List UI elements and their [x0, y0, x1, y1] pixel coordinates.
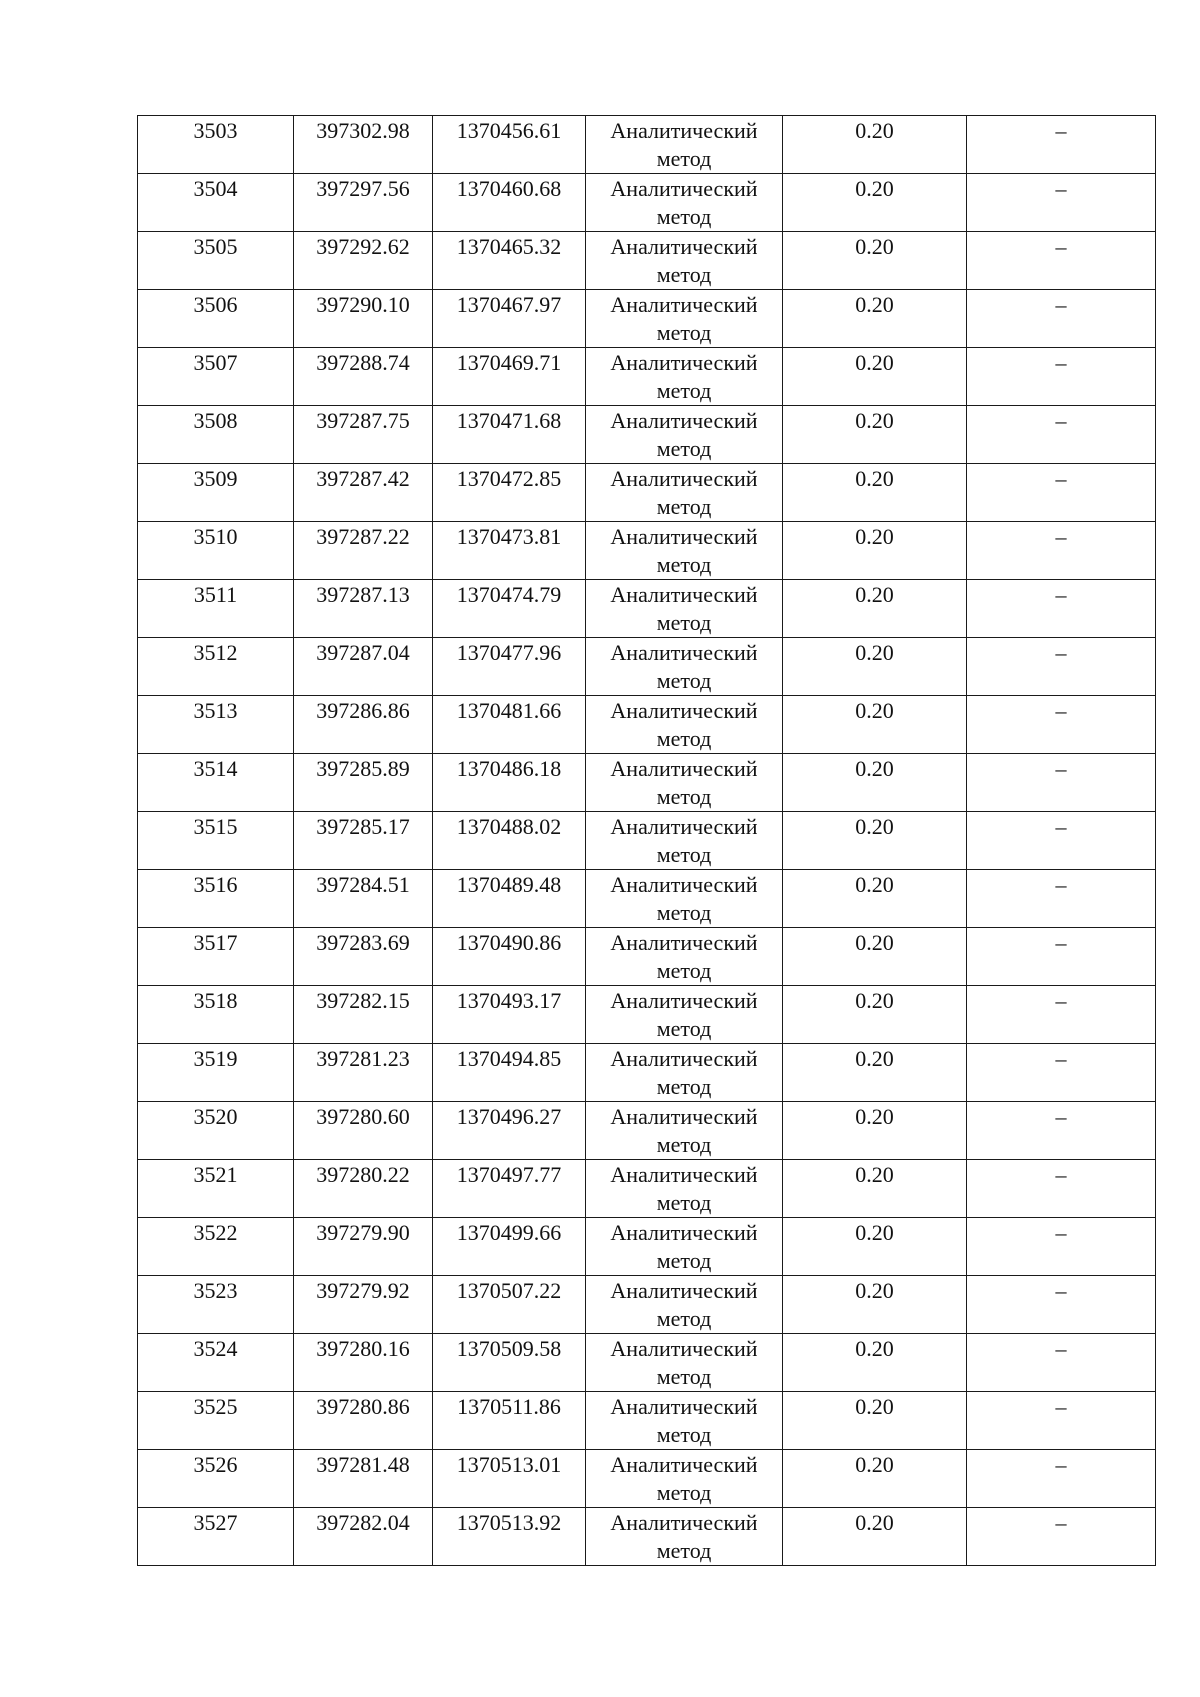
method-cell: Аналитический метод	[586, 638, 783, 696]
method-cell: Аналитический метод	[586, 580, 783, 638]
note-cell: –	[967, 1508, 1156, 1566]
method-cell: Аналитический метод	[586, 522, 783, 580]
accuracy-cell: 0.20	[783, 1508, 967, 1566]
table-row	[138, 1218, 1156, 1276]
method-cell: Аналитический метод	[586, 1450, 783, 1508]
note-cell: –	[967, 464, 1156, 522]
note-cell: –	[967, 638, 1156, 696]
coordinate-x-cell: 397290.10	[294, 290, 433, 348]
point-number-cell: 3520	[138, 1102, 294, 1160]
point-number-cell: 3513	[138, 696, 294, 754]
point-number-cell: 3522	[138, 1218, 294, 1276]
coordinate-x-cell: 397302.98	[294, 116, 433, 174]
point-number-cell: 3504	[138, 174, 294, 232]
point-number-cell: 3518	[138, 986, 294, 1044]
note-cell: –	[967, 580, 1156, 638]
table-row	[138, 116, 1156, 174]
note-cell: –	[967, 1276, 1156, 1334]
point-number-cell: 3512	[138, 638, 294, 696]
coordinate-x-cell: 397280.60	[294, 1102, 433, 1160]
coordinate-x-cell: 397297.56	[294, 174, 433, 232]
coordinate-y-cell: 1370499.66	[433, 1218, 586, 1276]
point-number-cell: 3514	[138, 754, 294, 812]
coordinate-x-cell: 397288.74	[294, 348, 433, 406]
coordinate-x-cell: 397285.17	[294, 812, 433, 870]
table-row	[138, 1392, 1156, 1450]
coordinate-x-cell: 397280.86	[294, 1392, 433, 1450]
coordinate-y-cell: 1370493.17	[433, 986, 586, 1044]
table-row	[138, 290, 1156, 348]
coordinate-y-cell: 1370497.77	[433, 1160, 586, 1218]
accuracy-cell: 0.20	[783, 1334, 967, 1392]
table-row	[138, 986, 1156, 1044]
coordinates-table	[137, 115, 1156, 1566]
coordinate-x-cell: 397292.62	[294, 232, 433, 290]
method-cell: Аналитический метод	[586, 812, 783, 870]
table-row	[138, 1276, 1156, 1334]
coordinate-y-cell: 1370486.18	[433, 754, 586, 812]
coordinate-x-cell: 397287.42	[294, 464, 433, 522]
table-row	[138, 638, 1156, 696]
method-cell: Аналитический метод	[586, 986, 783, 1044]
accuracy-cell: 0.20	[783, 638, 967, 696]
coordinate-x-cell: 397283.69	[294, 928, 433, 986]
accuracy-cell: 0.20	[783, 986, 967, 1044]
accuracy-cell: 0.20	[783, 928, 967, 986]
point-number-cell: 3507	[138, 348, 294, 406]
coordinate-x-cell: 397279.92	[294, 1276, 433, 1334]
point-number-cell: 3525	[138, 1392, 294, 1450]
accuracy-cell: 0.20	[783, 1276, 967, 1334]
note-cell: –	[967, 1450, 1156, 1508]
note-cell: –	[967, 406, 1156, 464]
note-cell: –	[967, 928, 1156, 986]
point-number-cell: 3509	[138, 464, 294, 522]
method-cell: Аналитический метод	[586, 290, 783, 348]
accuracy-cell: 0.20	[783, 1450, 967, 1508]
point-number-cell: 3523	[138, 1276, 294, 1334]
point-number-cell: 3505	[138, 232, 294, 290]
table-row	[138, 1044, 1156, 1102]
method-cell: Аналитический метод	[586, 464, 783, 522]
accuracy-cell: 0.20	[783, 754, 967, 812]
coordinate-x-cell: 397285.89	[294, 754, 433, 812]
method-cell: Аналитический метод	[586, 1276, 783, 1334]
coordinates-table-body	[138, 116, 1156, 1566]
note-cell: –	[967, 348, 1156, 406]
table-row	[138, 1160, 1156, 1218]
method-cell: Аналитический метод	[586, 1218, 783, 1276]
accuracy-cell: 0.20	[783, 1218, 967, 1276]
accuracy-cell: 0.20	[783, 1044, 967, 1102]
note-cell: –	[967, 1102, 1156, 1160]
coordinate-y-cell: 1370481.66	[433, 696, 586, 754]
method-cell: Аналитический метод	[586, 174, 783, 232]
coordinate-y-cell: 1370469.71	[433, 348, 586, 406]
table-row	[138, 812, 1156, 870]
note-cell: –	[967, 232, 1156, 290]
coordinate-x-cell: 397280.22	[294, 1160, 433, 1218]
table-row	[138, 348, 1156, 406]
accuracy-cell: 0.20	[783, 580, 967, 638]
note-cell: –	[967, 1160, 1156, 1218]
accuracy-cell: 0.20	[783, 696, 967, 754]
point-number-cell: 3526	[138, 1450, 294, 1508]
method-cell: Аналитический метод	[586, 1102, 783, 1160]
coordinate-x-cell: 397282.04	[294, 1508, 433, 1566]
point-number-cell: 3506	[138, 290, 294, 348]
coordinate-y-cell: 1370490.86	[433, 928, 586, 986]
coordinate-x-cell: 397281.23	[294, 1044, 433, 1102]
coordinate-y-cell: 1370456.61	[433, 116, 586, 174]
coordinate-y-cell: 1370489.48	[433, 870, 586, 928]
coordinate-x-cell: 397287.04	[294, 638, 433, 696]
accuracy-cell: 0.20	[783, 116, 967, 174]
table-row	[138, 1508, 1156, 1566]
table-row	[138, 1450, 1156, 1508]
note-cell: –	[967, 522, 1156, 580]
method-cell: Аналитический метод	[586, 1334, 783, 1392]
method-cell: Аналитический метод	[586, 1392, 783, 1450]
accuracy-cell: 0.20	[783, 348, 967, 406]
method-cell: Аналитический метод	[586, 1508, 783, 1566]
coordinate-y-cell: 1370477.96	[433, 638, 586, 696]
method-cell: Аналитический метод	[586, 348, 783, 406]
table-row	[138, 1102, 1156, 1160]
method-cell: Аналитический метод	[586, 116, 783, 174]
method-cell: Аналитический метод	[586, 754, 783, 812]
coordinate-y-cell: 1370471.68	[433, 406, 586, 464]
coordinate-y-cell: 1370509.58	[433, 1334, 586, 1392]
table-row	[138, 928, 1156, 986]
method-cell: Аналитический метод	[586, 870, 783, 928]
note-cell: –	[967, 696, 1156, 754]
table-row	[138, 232, 1156, 290]
table-row	[138, 464, 1156, 522]
note-cell: –	[967, 986, 1156, 1044]
table-row	[138, 754, 1156, 812]
point-number-cell: 3515	[138, 812, 294, 870]
note-cell: –	[967, 870, 1156, 928]
coordinate-y-cell: 1370513.01	[433, 1450, 586, 1508]
accuracy-cell: 0.20	[783, 406, 967, 464]
method-cell: Аналитический метод	[586, 406, 783, 464]
table-row	[138, 580, 1156, 638]
coordinate-x-cell: 397279.90	[294, 1218, 433, 1276]
coordinate-y-cell: 1370511.86	[433, 1392, 586, 1450]
accuracy-cell: 0.20	[783, 1102, 967, 1160]
point-number-cell: 3503	[138, 116, 294, 174]
point-number-cell: 3524	[138, 1334, 294, 1392]
accuracy-cell: 0.20	[783, 522, 967, 580]
coordinate-x-cell: 397287.22	[294, 522, 433, 580]
coordinate-y-cell: 1370474.79	[433, 580, 586, 638]
method-cell: Аналитический метод	[586, 1160, 783, 1218]
accuracy-cell: 0.20	[783, 464, 967, 522]
coordinate-x-cell: 397284.51	[294, 870, 433, 928]
coordinate-y-cell: 1370513.92	[433, 1508, 586, 1566]
coordinate-y-cell: 1370507.22	[433, 1276, 586, 1334]
coordinate-x-cell: 397287.13	[294, 580, 433, 638]
method-cell: Аналитический метод	[586, 232, 783, 290]
method-cell: Аналитический метод	[586, 1044, 783, 1102]
table-row	[138, 406, 1156, 464]
accuracy-cell: 0.20	[783, 1392, 967, 1450]
note-cell: –	[967, 754, 1156, 812]
coordinate-y-cell: 1370488.02	[433, 812, 586, 870]
table-row	[138, 1334, 1156, 1392]
method-cell: Аналитический метод	[586, 928, 783, 986]
accuracy-cell: 0.20	[783, 1160, 967, 1218]
accuracy-cell: 0.20	[783, 870, 967, 928]
coordinate-y-cell: 1370460.68	[433, 174, 586, 232]
coordinate-x-cell: 397287.75	[294, 406, 433, 464]
point-number-cell: 3510	[138, 522, 294, 580]
coordinate-y-cell: 1370472.85	[433, 464, 586, 522]
point-number-cell: 3521	[138, 1160, 294, 1218]
accuracy-cell: 0.20	[783, 232, 967, 290]
point-number-cell: 3511	[138, 580, 294, 638]
coordinate-x-cell: 397280.16	[294, 1334, 433, 1392]
note-cell: –	[967, 812, 1156, 870]
note-cell: –	[967, 174, 1156, 232]
point-number-cell: 3516	[138, 870, 294, 928]
coordinate-x-cell: 397281.48	[294, 1450, 433, 1508]
table-row	[138, 696, 1156, 754]
accuracy-cell: 0.20	[783, 812, 967, 870]
accuracy-cell: 0.20	[783, 290, 967, 348]
note-cell: –	[967, 1044, 1156, 1102]
note-cell: –	[967, 290, 1156, 348]
note-cell: –	[967, 116, 1156, 174]
point-number-cell: 3508	[138, 406, 294, 464]
note-cell: –	[967, 1392, 1156, 1450]
point-number-cell: 3517	[138, 928, 294, 986]
coordinate-x-cell: 397282.15	[294, 986, 433, 1044]
table-row	[138, 174, 1156, 232]
coordinate-y-cell: 1370465.32	[433, 232, 586, 290]
coordinate-y-cell: 1370494.85	[433, 1044, 586, 1102]
point-number-cell: 3527	[138, 1508, 294, 1566]
accuracy-cell: 0.20	[783, 174, 967, 232]
coordinate-y-cell: 1370496.27	[433, 1102, 586, 1160]
method-cell: Аналитический метод	[586, 696, 783, 754]
note-cell: –	[967, 1334, 1156, 1392]
coordinate-y-cell: 1370473.81	[433, 522, 586, 580]
point-number-cell: 3519	[138, 1044, 294, 1102]
table-row	[138, 870, 1156, 928]
table-row	[138, 522, 1156, 580]
note-cell: –	[967, 1218, 1156, 1276]
coordinate-x-cell: 397286.86	[294, 696, 433, 754]
coordinate-y-cell: 1370467.97	[433, 290, 586, 348]
